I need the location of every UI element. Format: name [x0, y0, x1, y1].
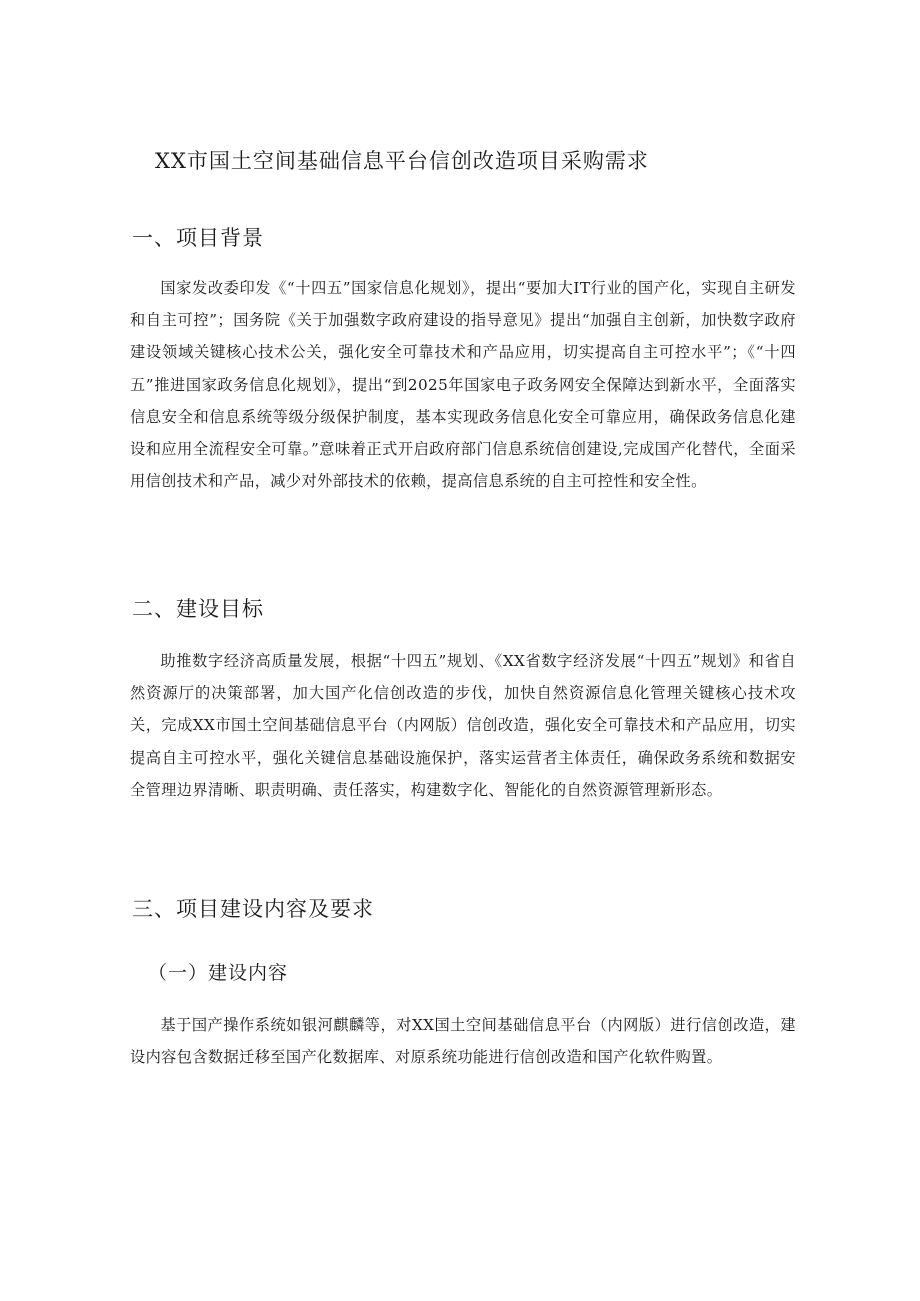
paragraph-goals: 助推数字经济高质量发展，根据“十四五”规划、《XX省数字经济发展“十四五”规划》和省自然资源厅的决策部署，加大国产化信创改造的步伐，加快自然资源信息化管理关键核心技术攻关，完成XX市国土空间基础信息平台（内网版）信创改造，强化安全可靠技术和产品应用，切实提高自主可控水平，强化关键信息基础设施保护，落实运营者主体责任，确保政务系统和数据安全管理边界清晰、职责明确、责任落实，构建数字化、智能化的自然资源管理新形态。: [130, 652, 796, 799]
section-heading-background: 一、项目背景: [132, 226, 264, 250]
document-title: XX市国土空间基础信息平台信创改造项目采购需求: [155, 149, 649, 173]
subsection-heading-construction-content: （一）建设内容: [148, 962, 289, 984]
section-heading-content-requirements: 三、项目建设内容及要求: [132, 897, 374, 921]
paragraph-construction-content: 基于国产操作系统如银河麒麟等，对XX国土空间基础信息平台（内网版）进行信创改造，建设内容包含数据迁移至国产化数据库、对原系统功能进行信创改造和国产化软件购置。: [130, 1016, 796, 1067]
paragraph-background: 国家发改委印发《“十四五”国家信息化规划》，提出“要加大IT行业的国产化，实现自主研发和自主可控”；国务院《关于加强数字政府建设的指导意见》提出“加强自主创新，加快数字政府建设领域关键核心技术公关，强化安全可靠技术和产品应用，切实提高自主可控水平”；《“十四五”推进国家政务信息化规划》，提出“到2025年国家电子政务网安全保障达到新水平，全面落实信息安全和信息系统等级分级保护制度，基本实现政务信息化安全可靠应用，确保政务信息化建设和应用全流程安全可靠。”意味着正式开启政府部门信息系统信创建设,完成国产化替代，全面采用信创技术和产品，减少对外部技术的依赖，提高信息系统的自主可控性和安全性。: [130, 279, 796, 491]
section-heading-goals: 二、建设目标: [132, 597, 264, 621]
